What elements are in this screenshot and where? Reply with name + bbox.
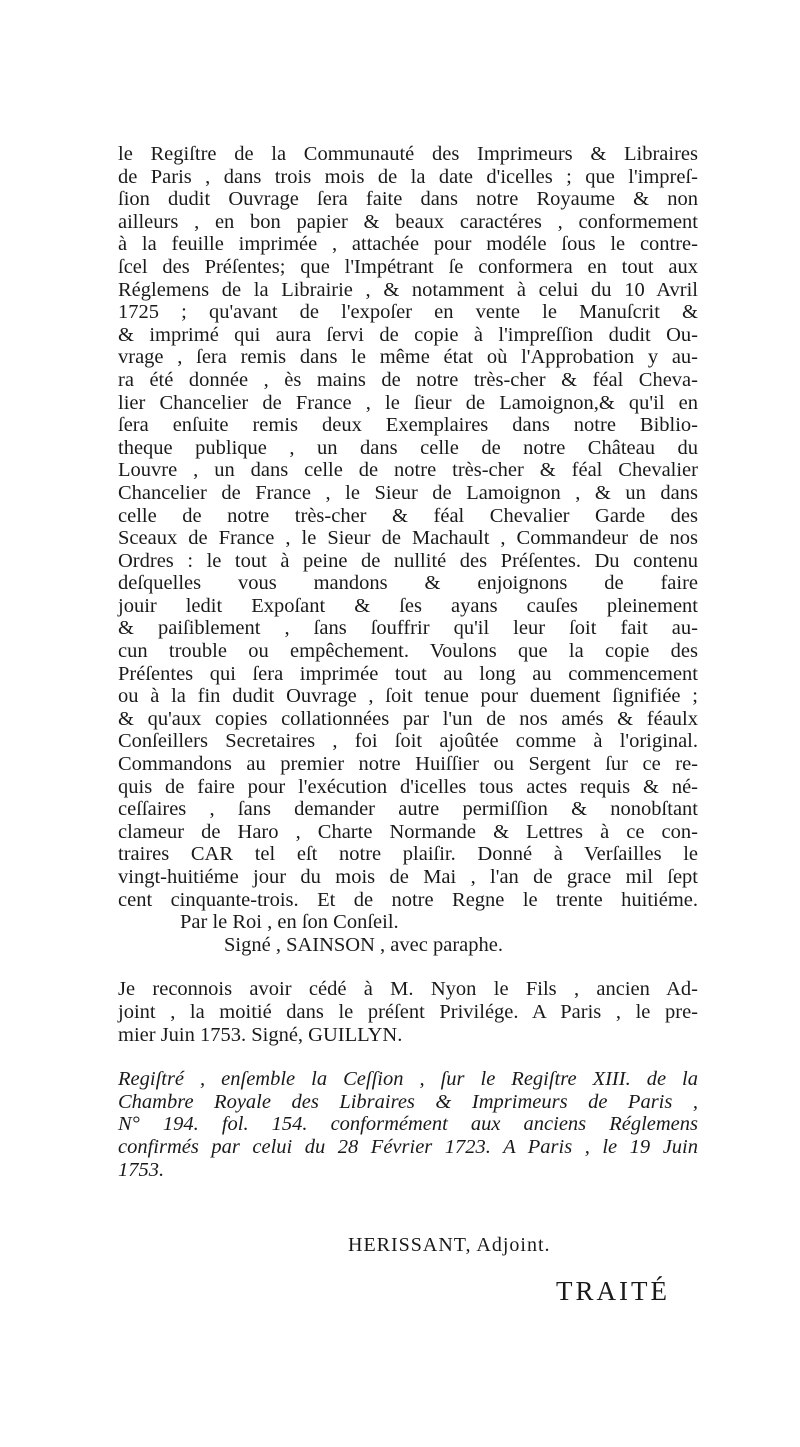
registration-line: N° 194. fol. 154. conformément aux anciens Réglemens	[118, 1113, 698, 1136]
text-line: cent cinquante-trois. Et de notre Regne le trente huitiéme.	[118, 888, 698, 911]
text-line: ou à la fin dudit Ouvrage , ſoit tenue pour duement ſignifiée ;	[118, 685, 698, 708]
text-line: & imprimé qui aura ſervi de copie à l'impreſſion dudit Ou-	[118, 323, 698, 346]
text-line: le Regiſtre de la Communauté des Imprimeurs & Libraires	[118, 143, 698, 165]
text-line: vrage , ſera remis dans le même état où l'Approbation y au-	[118, 346, 698, 369]
cession-line: Je reconnois avoir cédé à M. Nyon le Fils , ancien Ad-	[118, 978, 698, 1001]
text-line: jouir ledit Expoſant & ſes ayans cauſes pleinement	[118, 594, 698, 617]
signature-line: Signé , SAINSON , avec paraphe.	[224, 933, 503, 956]
text-line: celle de notre très-cher & féal Chevalier Garde des	[118, 504, 698, 527]
text-line: ſcel des Préſentes; que l'Impétrant ſe conformera en tout aux	[118, 255, 698, 278]
text-line: traires CAR tel eſt notre plaiſir. Donné à Verſailles le	[118, 843, 698, 866]
privilege-text	[118, 143, 698, 1181]
text-line: cun trouble ou empêchement. Voulons que la copie des	[118, 640, 698, 663]
registration-signatory: HERISSANT, Adjoint.	[348, 1234, 551, 1256]
text-line: Conſeillers Secretaires , foi ſoit ajoûtée comme à l'original.	[118, 730, 698, 753]
text-line: de Paris , dans trois mois de la date d'icelles ; que l'impreſ-	[118, 165, 698, 188]
text-line: theque publique , un dans celle de notre Château du	[118, 436, 698, 459]
text-line: deſquelles vous mandons & enjoignons de faire	[118, 572, 698, 595]
text-line: ra été donnée , ès mains de notre très-cher & féal Cheva-	[118, 368, 698, 391]
text-line: Chancelier de France , le Sieur de Lamoignon , & un dans	[118, 481, 698, 504]
text-line: lier Chancelier de France , le ſieur de Lamoignon,& qu'il en	[118, 391, 698, 414]
text-line: Ordres : le tout à peine de nullité des Préſentes. Du contenu	[118, 549, 698, 572]
text-line: ailleurs , en bon papier & beaux caractéres , conformement	[118, 210, 698, 233]
catchword: TRAITÉ	[556, 1276, 670, 1306]
text-line: & paiſiblement , ſans ſouffrir qu'il leur ſoit fait au-	[118, 617, 698, 640]
section-gap	[118, 956, 698, 978]
text-line: Sceaux de France , le Sieur de Machault , Commandeur de nos	[118, 527, 698, 550]
registration-line: confirmés par celui du 28 Février 1723. A Paris , le 19 Juin	[118, 1135, 698, 1158]
text-line: Préſentes qui ſera imprimée tout au long au commencement	[118, 662, 698, 685]
text-line: 1725 ; qu'avant de l'expoſer en vente le Manuſcrit &	[118, 301, 698, 324]
text-line: Louvre , un dans celle de notre très-cher & féal Chevalier	[118, 459, 698, 482]
cession-line: joint , la moitié dans le préſent Privilége. A Paris , le pre-	[118, 1000, 698, 1023]
par-le-roi-line: Par le Roi , en ſon Conſeil.	[180, 911, 399, 934]
text-line: & qu'aux copies collationnées par l'un de nos amés & féaulx	[118, 707, 698, 730]
text-line: ceſſaires , ſans demander autre permiſſion & nonobſtant	[118, 798, 698, 821]
text-line: vingt-huitiéme jour du mois de Mai , l'an de grace mil ſept	[118, 866, 698, 888]
text-line: clameur de Haro , Charte Normande & Lettres à ce con-	[118, 820, 698, 843]
text-line: quis de faire pour l'exécution d'icelles tous actes requis & né-	[118, 775, 698, 798]
text-line: ſion dudit Ouvrage ſera faite dans notre Royaume & non	[118, 188, 698, 211]
text-line: ſera enſuite remis deux Exemplaires dans notre Biblio-	[118, 414, 698, 437]
text-line: à la feuille imprimée , attachée pour modéle ſous le contre-	[118, 233, 698, 256]
section-gap	[118, 1046, 698, 1068]
cession-line: mier Juin 1753. Signé, GUILLYN.	[118, 1023, 403, 1046]
text-line: Commandons au premier notre Huiſſier ou Sergent ſur ce re-	[118, 753, 698, 776]
registration-line: 1753.	[118, 1158, 165, 1181]
text-line: Réglemens de la Librairie , & notamment à celui du 10 Avril	[118, 278, 698, 301]
registration-line: Chambre Royale des Libraires & Imprimeurs de Paris ,	[118, 1090, 698, 1113]
registration-line: Regiſtré , enſemble la Ceſſion , ſur le Regiſtre XIII. de la	[118, 1068, 698, 1091]
